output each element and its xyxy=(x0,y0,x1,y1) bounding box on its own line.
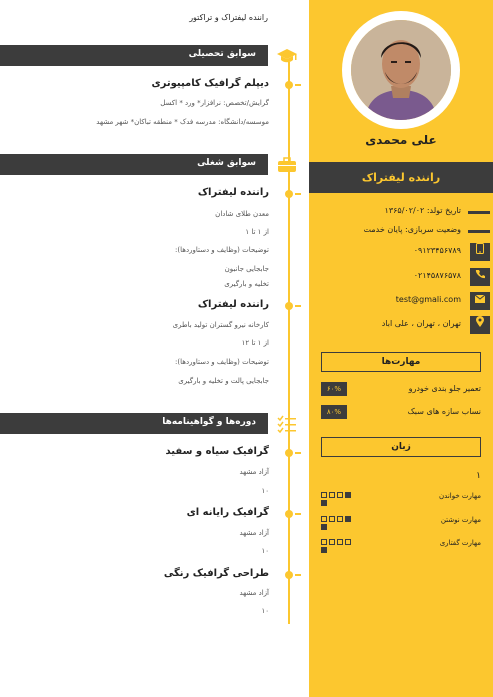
skill-percent: ۸۰% xyxy=(321,405,347,419)
job-title: راننده لیفتراک و تراکتور xyxy=(189,13,268,22)
level-dot xyxy=(321,539,327,545)
experience-entry-line: از ۱ تا ۱ xyxy=(245,228,269,236)
experience-entry-title: راننده لیفتراک xyxy=(197,299,269,310)
level-dot xyxy=(345,492,351,498)
skill-name: نساب سازه های سبک xyxy=(407,407,481,416)
experience-heading: سوابق شغلی xyxy=(197,158,256,168)
level-dot xyxy=(337,539,343,545)
timeline-tick xyxy=(295,574,301,576)
info-address xyxy=(309,316,493,334)
education-entry-title: دیپلم گرافیک کامپیوتری xyxy=(151,78,269,89)
profile-photo xyxy=(351,20,451,120)
profile-photo-frame xyxy=(342,11,460,129)
level-dot xyxy=(337,492,343,498)
language-level xyxy=(321,516,351,522)
level-dot xyxy=(329,516,335,522)
level-dot xyxy=(321,500,327,506)
language-level xyxy=(321,539,351,545)
experience-entry-line: تخلیه و بارگیری xyxy=(224,280,269,288)
courses-header xyxy=(0,413,268,434)
mail-icon xyxy=(470,292,490,310)
course-entry-line: ۱۰ xyxy=(261,487,269,495)
education-header xyxy=(0,45,268,66)
info-birthdate xyxy=(309,203,493,221)
info-email-text[interactable]: test@gmali.com xyxy=(395,295,461,304)
level-dot xyxy=(321,547,327,553)
experience-entry-line: جابجایی جانبون xyxy=(224,265,269,273)
checklist-icon xyxy=(276,413,298,434)
experience-header xyxy=(0,154,268,175)
skills-heading: مهارت‌ها xyxy=(321,352,481,372)
dash-icon xyxy=(468,211,490,214)
experience-entry-line: توضیحات (وظایف و دستاوردها): xyxy=(175,358,269,366)
level-dot xyxy=(345,516,351,522)
education-entry-line: موسسه/دانشگاه: مدرسه فدک * منطقه تباکان* شهر مشهد xyxy=(96,118,269,126)
course-entry-title: طراحی گرافیک رنگی xyxy=(163,568,269,579)
avatar-icon xyxy=(351,20,451,120)
courses-heading: دوره‌ها و گواهینامه‌ها xyxy=(162,417,256,427)
level-dot xyxy=(321,492,327,498)
level-dot xyxy=(321,516,327,522)
level-dot xyxy=(337,516,343,522)
info-mobile-text: ۰۹۱۲۳۴۵۶۷۸۹ xyxy=(413,246,461,255)
language-item xyxy=(321,490,481,508)
skill-name: تعمیر جلو بندی خودرو xyxy=(408,384,481,393)
info-address-text: تهران ، تهران ، علی اباد xyxy=(381,319,461,328)
phone-icon xyxy=(470,268,490,286)
language-number: ۱ xyxy=(476,471,481,481)
info-military xyxy=(309,222,493,240)
timeline-tick xyxy=(295,513,301,515)
course-entry-line: آزاد مشهد xyxy=(239,468,269,476)
dash-icon xyxy=(468,230,490,233)
sidebar xyxy=(309,0,493,697)
language-skill-name: مهارت نوشتن xyxy=(440,516,481,524)
experience-entry-title: راننده لیفتراک xyxy=(197,187,269,198)
mobile-icon xyxy=(470,243,490,261)
experience-entry-line: جابجایی پالت و تخلیه و بارگیری xyxy=(178,377,269,385)
timeline-bullet xyxy=(285,302,293,310)
timeline-bullet xyxy=(285,81,293,89)
timeline-bullet xyxy=(285,571,293,579)
experience-entry-line: توضیحات (وظایف و دستاوردها): xyxy=(175,246,269,254)
timeline-tick xyxy=(295,84,301,86)
level-dot xyxy=(329,492,335,498)
education-heading: سوابق تحصیلی xyxy=(188,49,256,59)
course-entry-title: گرافیک رایانه ای xyxy=(186,507,269,518)
experience-entry-line: از ۱ تا ۱۲ xyxy=(241,339,269,347)
languages-heading: زبان xyxy=(321,437,481,457)
briefcase-icon xyxy=(276,154,298,175)
profile-name: علی محمدی xyxy=(365,133,437,147)
level-dot xyxy=(321,524,327,530)
course-entry-title: گرافیک سیاه و سفید xyxy=(165,446,269,457)
skill-percent: ۶۰% xyxy=(321,382,347,396)
language-skill-name: مهارت گفتاری xyxy=(439,539,481,547)
course-entry-line: آزاد مشهد xyxy=(239,529,269,537)
timeline-bullet xyxy=(285,449,293,457)
timeline-tick xyxy=(295,305,301,307)
timeline-line xyxy=(288,62,290,624)
skill-item xyxy=(321,405,481,419)
experience-entry-line: معدن طلای شادان xyxy=(215,210,269,218)
info-military-text: وضعیت سربازی: پایان خدمت xyxy=(363,225,461,234)
info-mobile xyxy=(309,243,493,261)
info-phone xyxy=(309,268,493,286)
course-entry-line: ۱۰ xyxy=(261,607,269,615)
info-email[interactable] xyxy=(309,292,493,310)
course-entry-line: آزاد مشهد xyxy=(239,589,269,597)
level-dot xyxy=(329,539,335,545)
experience-entry-line: کارخانه نیرو گستران تولید باطری xyxy=(172,321,269,329)
language-item xyxy=(321,514,481,532)
level-dot xyxy=(345,539,351,545)
info-phone-text: ۰۲۱۴۵۸۷۶۵۷۸ xyxy=(413,271,461,280)
timeline-bullet xyxy=(285,510,293,518)
skill-item xyxy=(321,382,481,396)
language-skill-name: مهارت خواندن xyxy=(439,492,481,500)
course-entry-line: ۱۰ xyxy=(261,547,269,555)
timeline-tick xyxy=(295,193,301,195)
graduation-cap-icon xyxy=(276,45,298,66)
timeline-tick xyxy=(295,452,301,454)
info-birthdate-text: تاریخ تولد: ۱۳۶۵/۰۲/۰۲ xyxy=(384,206,461,215)
timeline-bullet xyxy=(285,190,293,198)
language-level xyxy=(321,492,351,498)
education-entry-line: گرایش/تخصص: نرافزار* ورد * اکسل xyxy=(160,99,269,107)
location-pin-icon xyxy=(470,316,490,334)
language-item xyxy=(321,537,481,555)
profile-role: راننده لیفتراک xyxy=(309,162,493,193)
